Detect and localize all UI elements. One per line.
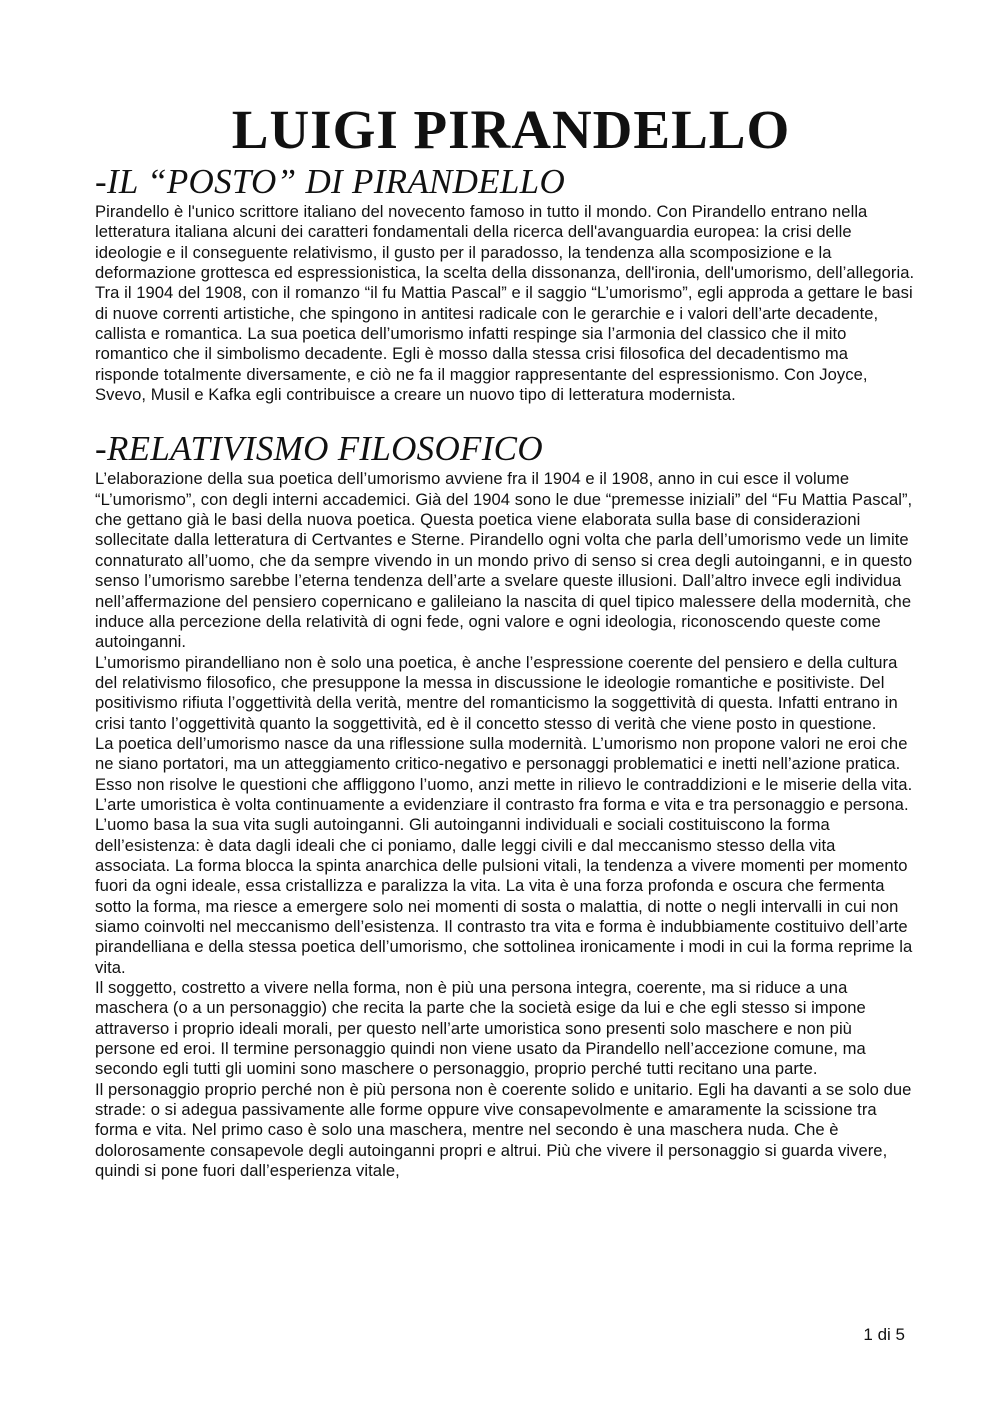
paragraph: L’umorismo pirandelliano non è solo una poetica, è anche l’espressione coerente del pensiero e della cultura del relativismo filosofico, che presuppone la messa in discussione le ideologie romantiche e positiviste. Del positivismo rifiuta l’oggettività della verità, mentre del romanticismo la soggettività di questa. Infatti entrano in crisi tanto l’oggettività quanto la soggettività, ed è il concetto stesso di verità che viene posto in questione. (95, 652, 898, 733)
paragraph: La poetica dell’umorismo nasce da una riflessione sulla modernità. L’umorismo non propone valori ne eroi che ne siano portatori, ma un atteggiamento critico-negativo e personaggi problematici e inetti nell’azione pratica. Esso non risolve le questioni che affliggono l’uomo, anzi mette in rilievo le contraddizioni e le miserie della vita. (95, 733, 913, 794)
section-heading-posto: -IL “POSTO” DI PIRANDELLO (95, 162, 566, 201)
document-title: LUIGI PIRANDELLO (231, 99, 791, 160)
paragraph: Il soggetto, costretto a vivere nella forma, non è più una persona integra, coerente, ma si riduce a una maschera (o a un personaggio) che recita la parte che la società esige da lui e che egli stesso si impone attraverso i proprio ideali morali, per questo nell’arte umoristica sono presenti solo maschere e non più persone ed eroi. Il termine personaggio quindi non viene usato da Pirandello nell’accezione comune, ma secondo egli tutti gli uomini sono maschere o personaggio, proprio perché tutti recitano una parte. (95, 978, 866, 1079)
section-relativismo (95, 429, 915, 1181)
paragraph: L’arte umoristica è volta continuamente a evidenziare il contrasto fra forma e vita e tra personaggio e persona. L’uomo basa la sua vita sugli autoinganni. Gli autoinganni individuali e sociali costituiscono la forma dell’esistenza: è data dagli ideali che ci poniamo, dalle leggi civili e dal meccanismo stesso della vita associata. La forma blocca la spinta anarchica delle pulsioni vitali, la tendenza a vivere momenti per momento fuori da ogni ideale, essa cristallizza e paralizza la vita. La vita è una forza profonda e oscura che fermenta sotto la forma, ma riesce a emergere solo nei momenti di sosta o malattia, di notte o negli intervalli in cui non siamo coinvolti nel meccanismo dell’esistenza. Il contrasto tra vita e forma è indubbiamente costituivo dell’arte pirandelliana e della stessa poetica dell’umorismo, che sottolinea ironicamente i modi in cui la forma reprime la vita. (95, 794, 913, 977)
paragraph: L’elaborazione della sua poetica dell’umorismo avviene fra il 1904 e il 1908, anno in cui esce il volume “L’umorismo”, con degli interni accademici. Già del 1904 sono le due “premesse iniziali” del “Fu Mattia Pascal”, che gettano già le basi della nuova poetica. Questa poetica viene elaborata sulla base di considerazioni sollecitate dalla letteratura di Certvantes e Sterne. Pirandello ogni volta che parla dell’umorismo vede un limite connaturato all’uomo, che da sempre vivendo in un mondo privo di senso si crea degli autoinganni, e in questo senso l’umorismo sarebbe l’eterna tendenza dell’arte a svelare queste illusioni. Dall’altro invece egli individua nell’affermazione del pensiero copernicano e galileiano la nascita di quel tipico malessere della modernità, che induce alla percezione della relatività di ogni fede, ogni valore e ogni ideologia, riconoscendo queste come autoinganni. (95, 469, 913, 652)
paragraph: Tra il 1904 del 1908, con il romanzo “il fu Mattia Pascal” e il saggio “L’umorismo”, egli approda a gettare le basi di nuove correnti artistiche, che spingono in antitesi radicale con le gerarchie e i valori dell’arte decadente, callista e romantica. La sua poetica dell’umorismo infatti respinge sia l’armonia del classico che il mito romantico che il simbolismo decadente. Egli è mosso dalla stessa crisi filosofica del decadentismo ma risponde totalmente diversamente, e ciò ne fa il maggior rappresentante del espressionismo. Con Joyce, Svevo, Musil e Kafka egli contribuisce a creare un nuovo tipo di letteratura modernista. (95, 283, 913, 405)
section-heading-relativismo: -RELATIVISMO FILOSOFICO (95, 429, 543, 469)
paragraph: Pirandello è l'unico scrittore italiano del novecento famoso in tutto il mondo. Con Pirandello entrano nella letteratura italiana alcuni dei caratteri fondamentali della ricerca dell'avanguardia europea: la crisi delle ideologie e il conseguente relativismo, il gusto per il paradosso, la tendenza alla scomposizione e la deformazione grottesca ed espressionistica, la scelta della dissonanza, dell'ironia, dell'umorismo, dell’allegoria. (95, 202, 915, 283)
paragraph: Il personaggio proprio perché non è più persona non è coerente solido e unitario. Egli ha davanti a se solo due strade: o si adegua passivamente alle forme oppure vive consapevolmente e amaramente la scissione tra forma e vita. Nel primo caso è solo una maschera, mentre nel secondo è una maschera nuda. Che è dolorosamente consapevole degli autoinganni propri e altrui. Più che vivere il personaggio si guarda vivere, quindi si pone fuori dall’esperienza vitale, (95, 1079, 912, 1181)
section-posto (95, 162, 915, 405)
page-number: 1 di 5 (863, 1325, 905, 1344)
document-page (95, 98, 915, 1181)
